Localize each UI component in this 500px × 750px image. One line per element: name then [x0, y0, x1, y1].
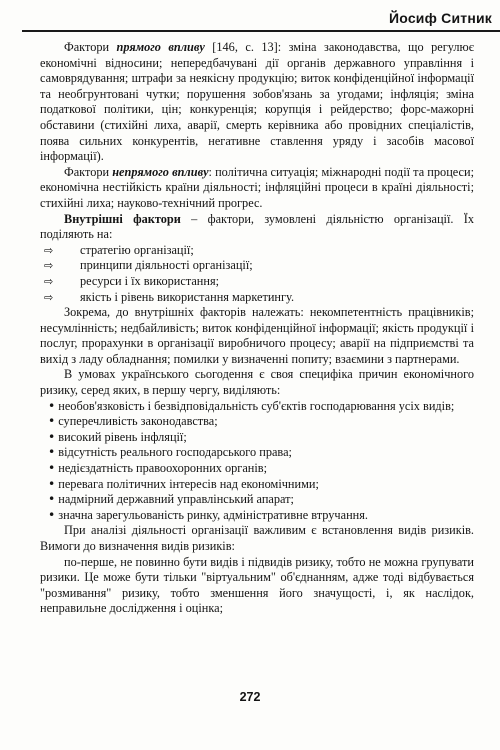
- term-internal-factors: Внутрішні фактори: [64, 211, 181, 226]
- list-item: ⇨ стратегію організації;: [44, 242, 194, 257]
- term-direct-influence: прямого впливу: [116, 40, 205, 54]
- list-item: ⇨ принципи діяльності організації;: [44, 258, 253, 273]
- paragraph-ukraine-specifics: В умовах українського сьогодення є своя специфіка причин економічного ризику, серед яких, в першу чергу, виділяють:: [40, 367, 474, 398]
- arrow-right-icon: ⇨: [44, 274, 54, 288]
- header-author: Йосиф Ситник: [388, 10, 492, 26]
- paragraph-internal-examples: Зокрема, до внутрішніх факторів належать: некомпетентність працівників; несумлінність; недбайливість; виток конфіденційної інформації; якість продукції і послуг, прорахунки в організації виробничого процесу; аварії на підприємстві та вихід з ладу обладнання; помилки у визначенні попиту; взаємини з партнерами.: [40, 305, 474, 366]
- paragraph-text: – фактори, зумовлені діяльністю організації. Їх поділяють на:: [40, 211, 475, 242]
- list-item: • суперечливість законодавства;: [48, 414, 218, 429]
- arrow-right-icon: ⇨: [44, 243, 54, 257]
- paragraph-lead: Фактори: [64, 164, 113, 179]
- bullet-icon: •: [48, 429, 56, 444]
- bullet-icon: •: [48, 492, 56, 507]
- bullet-icon: •: [48, 414, 56, 429]
- running-header: [22, 0, 500, 32]
- bullet-icon: •: [48, 507, 56, 522]
- bullet-list: [40, 399, 474, 524]
- list-item: • недієздатність правоохоронних органів;: [48, 461, 268, 476]
- list-item: • перевага політичних інтересів над економічними;: [48, 476, 319, 491]
- list-item: • необов'язковість і безвідповідальність суб'єктів господарювання усіх видів;: [48, 398, 455, 413]
- arrow-right-icon: ⇨: [44, 259, 54, 273]
- bullet-icon: •: [48, 445, 56, 460]
- list-item: • надмірний державний управлінський апарат;: [48, 492, 294, 507]
- paragraph-indirect-factors: [40, 165, 474, 212]
- paragraph-internal-factors: [40, 212, 474, 243]
- page-body: [40, 40, 474, 617]
- list-item: • значна зарегульованість ринку, адміністративне втручання.: [48, 507, 368, 522]
- paragraph-text: [146, с. 13]: зміна законодавства, що регулює економічні відносини; непередбачувані дії органів державного управління і самоврядування; штрафи за неякісну продукцію; виток конфіденційної інформації та необгрунтовані чутки; порушення зобов'язань за угодами; інфляція; зміна податкової політики, цін; конкуренція; корупція і рейдерство; форс-мажорні обставини (стихійні лиха, аварії, смерть керівника або провідних спеціалістів, поява сильних конкурентів, негативне ставлення уряду і засобів масової інформації).: [40, 40, 474, 164]
- bullet-icon: •: [48, 461, 56, 476]
- list-item: • високий рівень інфляції;: [48, 429, 187, 444]
- paragraph-text: : політична ситуація; міжнародні події та процеси; економічна нестійкість країни діяльності; інфляційні процеси в країні діяльності; стихійні лиха; науково-технічний прогрес.: [40, 164, 474, 210]
- arrow-right-icon: ⇨: [44, 290, 54, 304]
- term-indirect-influence: непрямого впливу: [112, 164, 209, 179]
- list-item: ⇨ якість і рівень використання маркетингу.: [44, 289, 295, 304]
- bullet-icon: •: [48, 476, 56, 491]
- page-number: 272: [239, 690, 261, 704]
- list-item: • відсутність реального господарського права;: [48, 445, 292, 460]
- paragraph-direct-factors: [40, 40, 474, 165]
- paragraph-risk-analysis: При аналізі діяльності організації важливим є встановлення видів ризиків. Вимоги до визначення видів ризиків:: [40, 523, 474, 553]
- bullet-icon: •: [48, 398, 56, 413]
- paragraph-lead: Фактори: [64, 40, 117, 54]
- arrow-list: [40, 243, 474, 305]
- list-item: ⇨ ресурси і їх використання;: [44, 273, 220, 288]
- paragraph-first-requirement: по-перше, не повинно бути видів і підвидів ризику, тобто не можна групувати ризики. Це може бути тільки "віртуальним" об'єднанням, адже тоді відбувається "розмивання" ризику, тобто зменшення його значущості, і, як наслідок, неправильне дослідження і оцінка;: [40, 554, 474, 616]
